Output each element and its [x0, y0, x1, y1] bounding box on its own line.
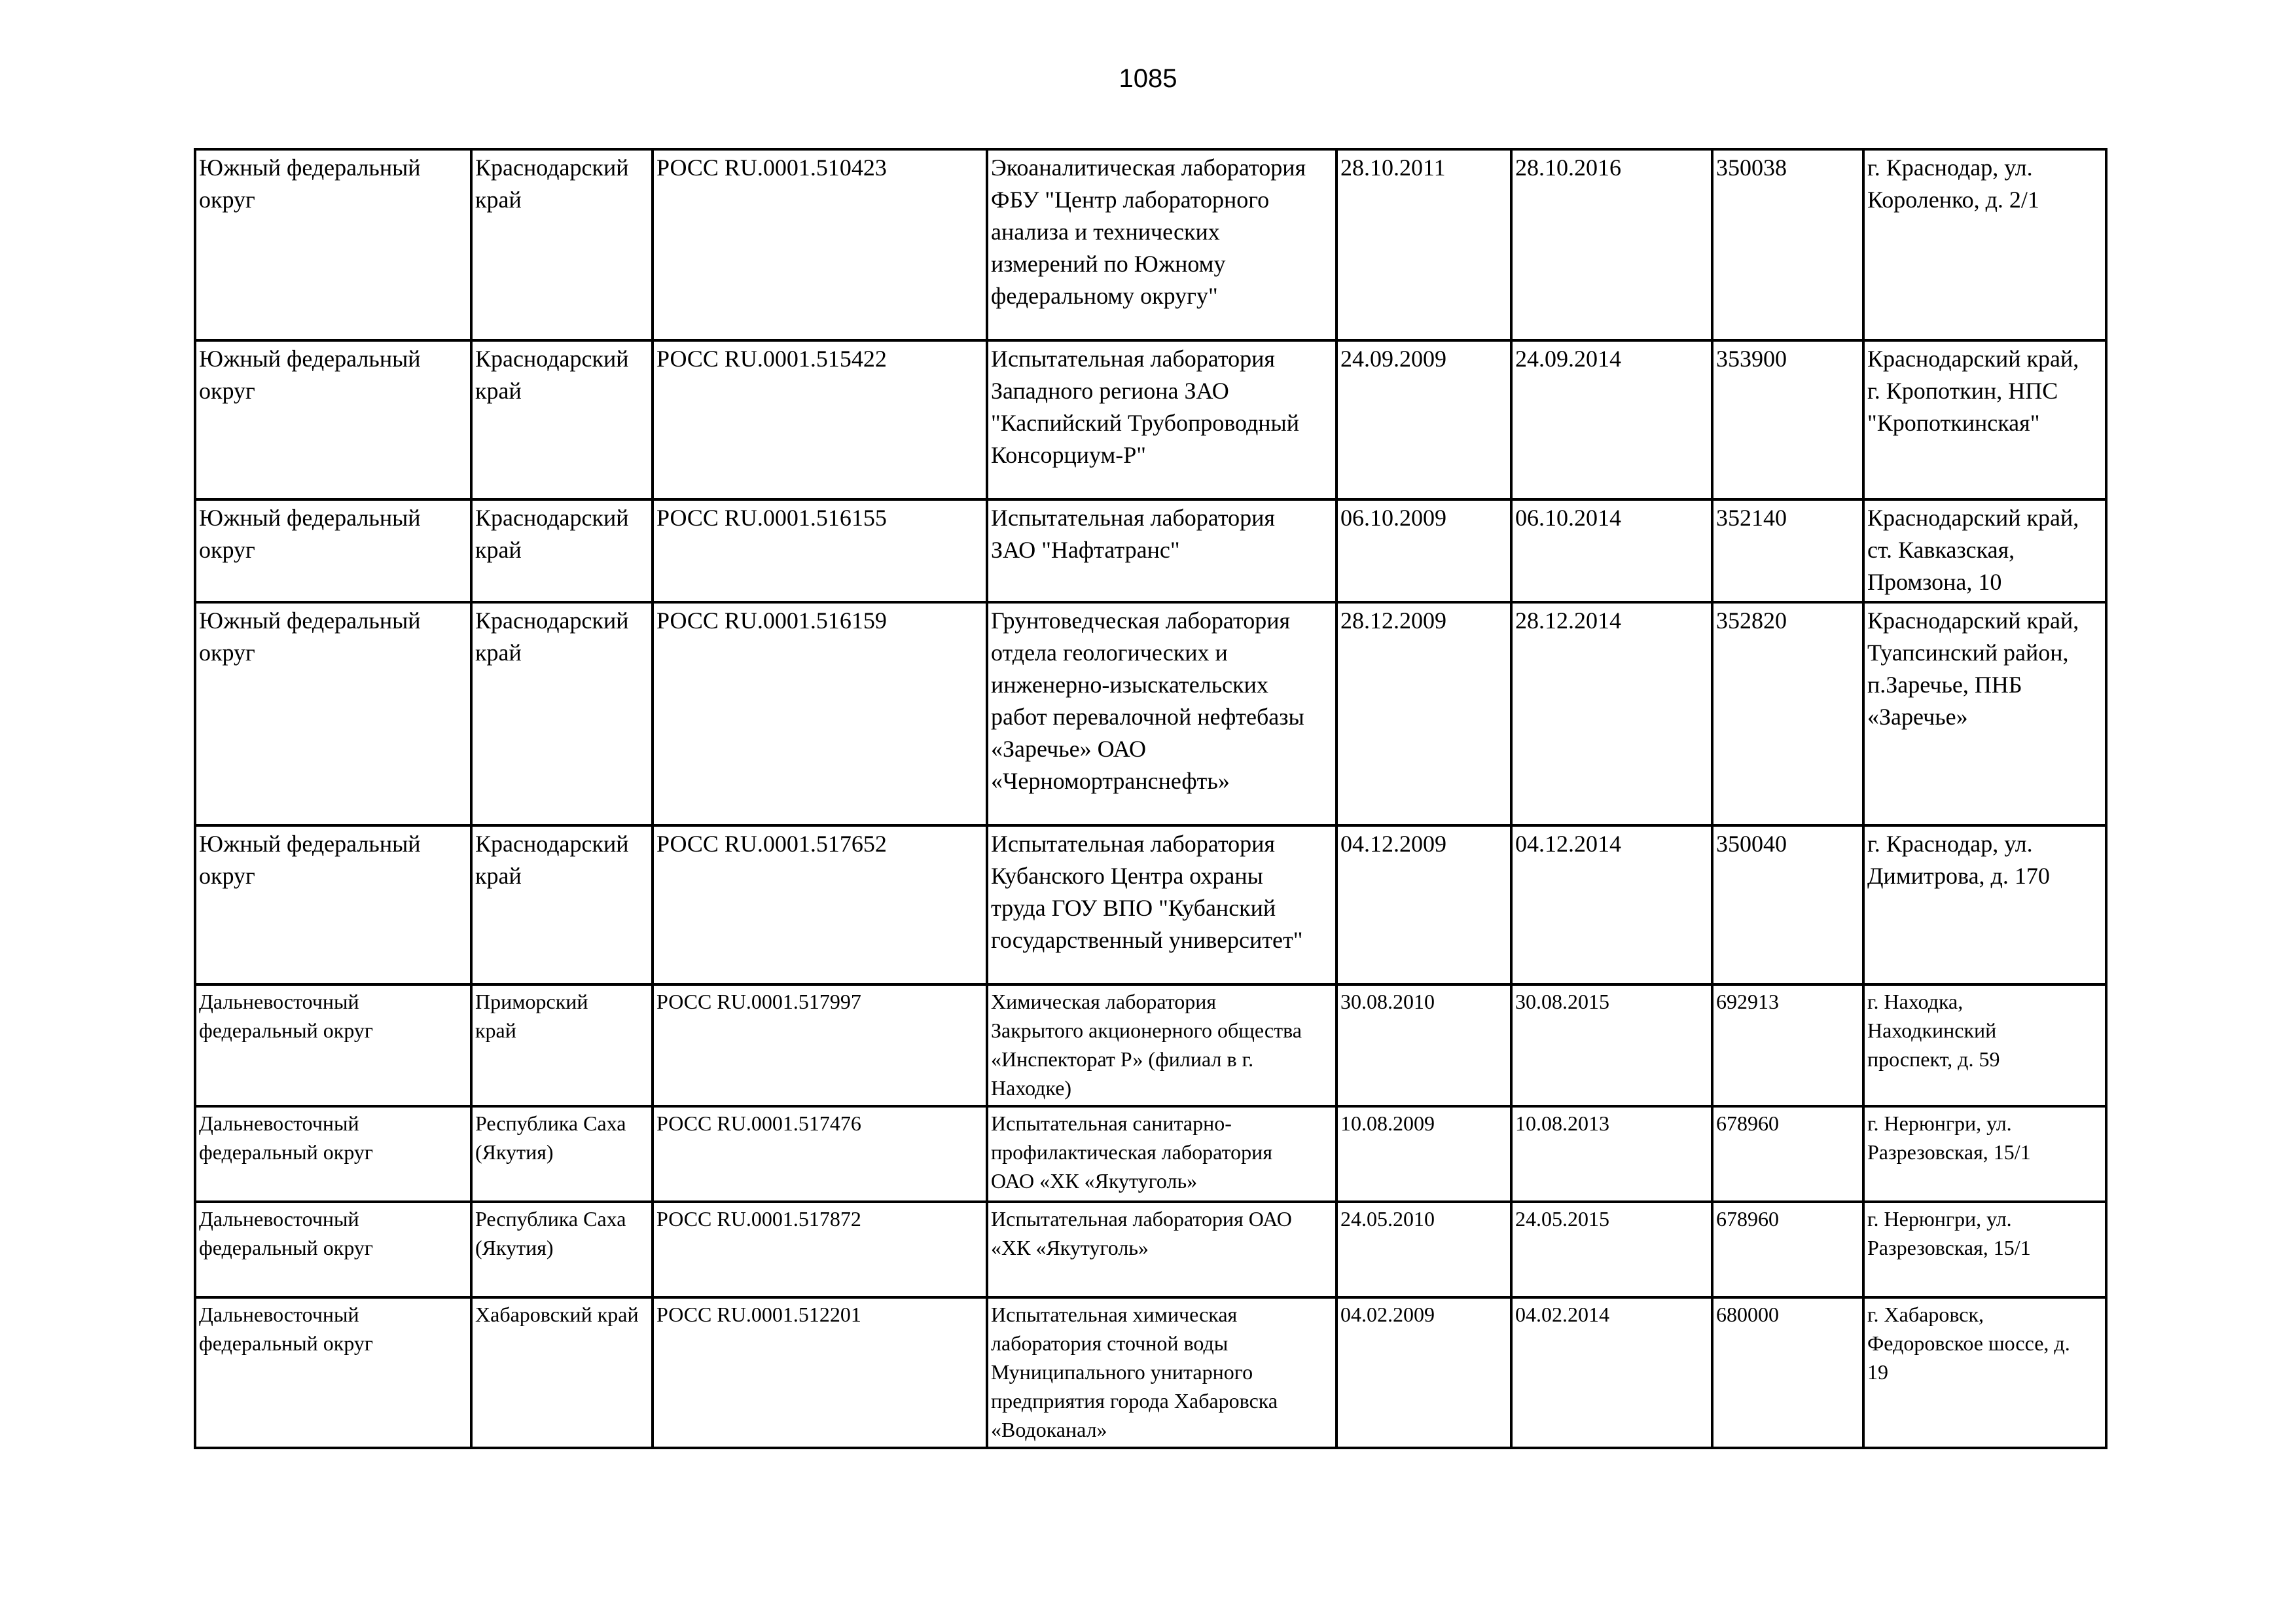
date-to-cell: 30.08.2015: [1511, 984, 1712, 1106]
address-cell: Краснодарский край, ст. Кавказская, Промзона, 10: [1863, 499, 2106, 602]
date-from-cell: 28.10.2011: [1336, 149, 1511, 340]
district-cell: Дальневосточный федеральный округ: [195, 984, 471, 1106]
postcode-cell: 352820: [1712, 602, 1863, 825]
address-cell: г. Нерюнгри, ул. Разрезовская, 15/1: [1863, 1202, 2106, 1297]
date-from-cell: 04.02.2009: [1336, 1297, 1511, 1448]
date-from-cell: 10.08.2009: [1336, 1106, 1511, 1202]
postcode-cell: 353900: [1712, 340, 1863, 499]
lab-registry-table: [194, 148, 2108, 1449]
date-to-cell: 04.02.2014: [1511, 1297, 1712, 1448]
reg-number-cell: РОСС RU.0001.517652: [653, 825, 987, 984]
postcode-cell: 678960: [1712, 1106, 1863, 1202]
lab-name-cell: Испытательная санитарно- профилактическая лаборатория ОАО «ХК «Якутуголь»: [987, 1106, 1336, 1202]
date-to-cell: 24.05.2015: [1511, 1202, 1712, 1297]
address-cell: г. Нерюнгри, ул. Разрезовская, 15/1: [1863, 1106, 2106, 1202]
postcode-cell: 350040: [1712, 825, 1863, 984]
table-row: [195, 149, 2106, 340]
lab-name-cell: Испытательная лаборатория ОАО «ХК «Якутуголь»: [987, 1202, 1336, 1297]
table-row: [195, 602, 2106, 825]
lab-name-cell: Экоаналитическая лаборатория ФБУ "Центр лабораторного анализа и технических измерений по Южному федеральному округу": [987, 149, 1336, 340]
district-cell: Южный федеральный округ: [195, 149, 471, 340]
region-cell: Республика Саха (Якутия): [471, 1202, 653, 1297]
table-row: [195, 825, 2106, 984]
region-cell: Республика Саха (Якутия): [471, 1106, 653, 1202]
lab-name-cell: Испытательная лаборатория Кубанского Центра охраны труда ГОУ ВПО "Кубанский государственный университет": [987, 825, 1336, 984]
reg-number-cell: РОСС RU.0001.517476: [653, 1106, 987, 1202]
postcode-cell: 680000: [1712, 1297, 1863, 1448]
reg-number-cell: РОСС RU.0001.517997: [653, 984, 987, 1106]
date-from-cell: 24.09.2009: [1336, 340, 1511, 499]
district-cell: Южный федеральный округ: [195, 602, 471, 825]
date-from-cell: 28.12.2009: [1336, 602, 1511, 825]
reg-number-cell: РОСС RU.0001.512201: [653, 1297, 987, 1448]
table-row: [195, 984, 2106, 1106]
address-cell: г. Находка, Находкинский проспект, д. 59: [1863, 984, 2106, 1106]
table-row: [195, 340, 2106, 499]
date-to-cell: 10.08.2013: [1511, 1106, 1712, 1202]
postcode-cell: 678960: [1712, 1202, 1863, 1297]
reg-number-cell: РОСС RU.0001.516155: [653, 499, 987, 602]
address-cell: Краснодарский край, г. Кропоткин, НПС "Кропоткинская": [1863, 340, 2106, 499]
postcode-cell: 692913: [1712, 984, 1863, 1106]
date-from-cell: 06.10.2009: [1336, 499, 1511, 602]
region-cell: Краснодарский край: [471, 149, 653, 340]
address-cell: Краснодарский край, Туапсинский район, п.Заречье, ПНБ «Заречье»: [1863, 602, 2106, 825]
date-from-cell: 04.12.2009: [1336, 825, 1511, 984]
district-cell: Дальневосточный федеральный округ: [195, 1106, 471, 1202]
date-to-cell: 24.09.2014: [1511, 340, 1712, 499]
date-from-cell: 30.08.2010: [1336, 984, 1511, 1106]
page-number: 1085: [1119, 64, 1177, 93]
district-cell: Южный федеральный округ: [195, 825, 471, 984]
table-row: [195, 499, 2106, 602]
reg-number-cell: РОСС RU.0001.517872: [653, 1202, 987, 1297]
region-cell: Краснодарский край: [471, 602, 653, 825]
district-cell: Дальневосточный федеральный округ: [195, 1202, 471, 1297]
reg-number-cell: РОСС RU.0001.510423: [653, 149, 987, 340]
table-row: [195, 1202, 2106, 1297]
date-to-cell: 28.12.2014: [1511, 602, 1712, 825]
district-cell: Южный федеральный округ: [195, 499, 471, 602]
district-cell: Южный федеральный округ: [195, 340, 471, 499]
date-to-cell: 04.12.2014: [1511, 825, 1712, 984]
district-cell: Дальневосточный федеральный округ: [195, 1297, 471, 1448]
lab-name-cell: Химическая лаборатория Закрытого акционерного общества «Инспекторат Р» (филиал в г. Находке): [987, 984, 1336, 1106]
reg-number-cell: РОСС RU.0001.515422: [653, 340, 987, 499]
address-cell: г. Краснодар, ул. Димитрова, д. 170: [1863, 825, 2106, 984]
date-to-cell: 06.10.2014: [1511, 499, 1712, 602]
region-cell: Краснодарский край: [471, 499, 653, 602]
reg-number-cell: РОСС RU.0001.516159: [653, 602, 987, 825]
postcode-cell: 350038: [1712, 149, 1863, 340]
table-row: [195, 1297, 2106, 1448]
region-cell: Краснодарский край: [471, 825, 653, 984]
address-cell: г. Краснодар, ул. Короленко, д. 2/1: [1863, 149, 2106, 340]
table-row: [195, 1106, 2106, 1202]
postcode-cell: 352140: [1712, 499, 1863, 602]
address-cell: г. Хабаровск, Федоровское шоссе, д. 19: [1863, 1297, 2106, 1448]
lab-name-cell: Грунтоведческая лаборатория отдела геологических и инженерно-изыскательских работ перевалочной нефтебазы «Заречье» ОАО «Черномортранснефть»: [987, 602, 1336, 825]
lab-name-cell: Испытательная лаборатория ЗАО "Нафтатранс": [987, 499, 1336, 602]
lab-name-cell: Испытательная лаборатория Западного региона ЗАО "Каспийский Трубопроводный Консорциум-Р": [987, 340, 1336, 499]
region-cell: Хабаровский край: [471, 1297, 653, 1448]
lab-name-cell: Испытательная химическая лаборатория сточной воды Муниципального унитарного предприятия города Хабаровска «Водоканал»: [987, 1297, 1336, 1448]
date-from-cell: 24.05.2010: [1336, 1202, 1511, 1297]
region-cell: Краснодарский край: [471, 340, 653, 499]
date-to-cell: 28.10.2016: [1511, 149, 1712, 340]
region-cell: Приморский край: [471, 984, 653, 1106]
